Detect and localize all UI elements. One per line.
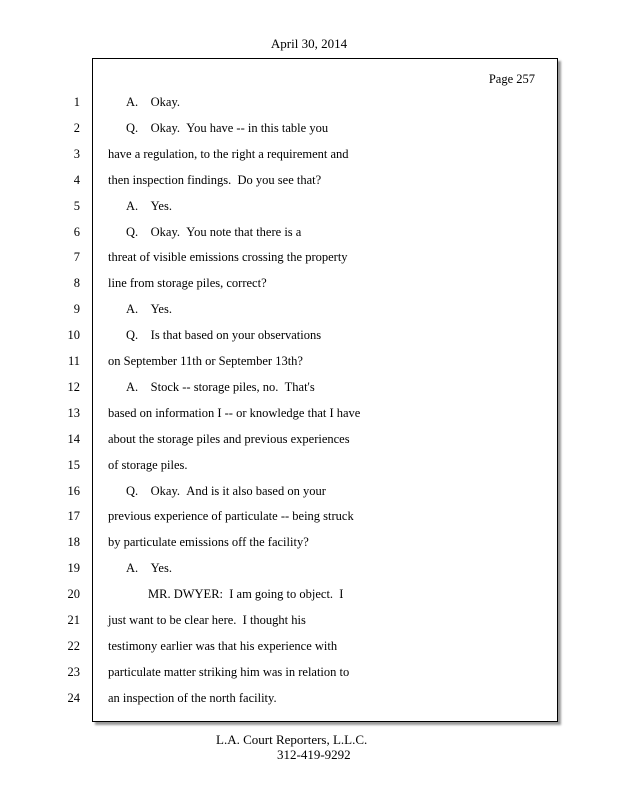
line-number: 6 [73, 225, 80, 239]
transcript-line: Q. Okay. You note that there is a [126, 225, 302, 239]
line-number: 23 [67, 665, 80, 679]
footer-company: L.A. Court Reporters, L.L.C. [216, 732, 368, 747]
line-number: 5 [73, 199, 80, 213]
transcript-line: on September 11th or September 13th? [108, 354, 303, 368]
transcript-line: based on information I -- or knowledge that I have [108, 406, 361, 420]
transcript-line: an inspection of the north facility. [108, 691, 277, 705]
page-number: Page 257 [488, 72, 535, 86]
line-number: 17 [67, 509, 80, 523]
transcript-line: Q. Okay. And is it also based on your [126, 484, 326, 498]
transcript-line: Q. Is that based on your observations [126, 328, 322, 342]
transcript-line: have a regulation, to the right a requirement and [108, 147, 349, 161]
transcript-line: by particulate emissions off the facility? [108, 535, 309, 549]
transcript-line: previous experience of particulate -- being struck [108, 509, 354, 523]
line-number: 8 [73, 276, 80, 290]
transcript-date: April 30, 2014 [270, 36, 348, 51]
transcript-line: A. Yes. [126, 199, 172, 213]
line-number: 10 [67, 328, 80, 342]
line-number: 2 [73, 121, 80, 135]
transcript-line: A. Stock -- storage piles, no. That's [126, 380, 315, 394]
line-number: 11 [67, 354, 80, 368]
transcript-line: just want to be clear here. I thought his [108, 613, 306, 627]
line-number: 19 [67, 561, 80, 575]
line-number: 9 [73, 302, 80, 316]
line-number: 16 [67, 484, 80, 498]
line-number: 21 [67, 613, 80, 627]
line-number: 13 [67, 406, 80, 420]
transcript-line: about the storage piles and previous experiences [108, 432, 350, 446]
transcript-line: A. Okay. [126, 95, 181, 109]
transcript-line: A. Yes. [126, 302, 172, 316]
transcript-line: testimony earlier was that his experience with [108, 639, 338, 653]
line-number: 4 [73, 173, 80, 187]
footer-phone: 312-419-9292 [277, 747, 351, 762]
line-number: 22 [67, 639, 80, 653]
transcript-line: line from storage piles, correct? [108, 276, 267, 290]
transcript-line: A. Yes. [126, 561, 172, 575]
line-number: 1 [73, 95, 80, 109]
line-number: 12 [67, 380, 80, 394]
transcript-line: MR. DWYER: I am going to object. I [148, 587, 344, 601]
line-number: 24 [67, 691, 80, 705]
line-number: 20 [67, 587, 80, 601]
line-number: 15 [67, 458, 80, 472]
line-number: 14 [67, 432, 80, 446]
line-number: 7 [73, 250, 80, 264]
transcript-line: threat of visible emissions crossing the property [108, 250, 348, 264]
transcript-line: particulate matter striking him was in relation to [108, 665, 350, 679]
line-number: 18 [67, 535, 80, 549]
transcript-line: Q. Okay. You have -- in this table you [126, 121, 329, 135]
line-number: 3 [73, 147, 80, 161]
transcript-line: of storage piles. [108, 458, 188, 472]
transcript-line: then inspection findings. Do you see that? [108, 173, 322, 187]
